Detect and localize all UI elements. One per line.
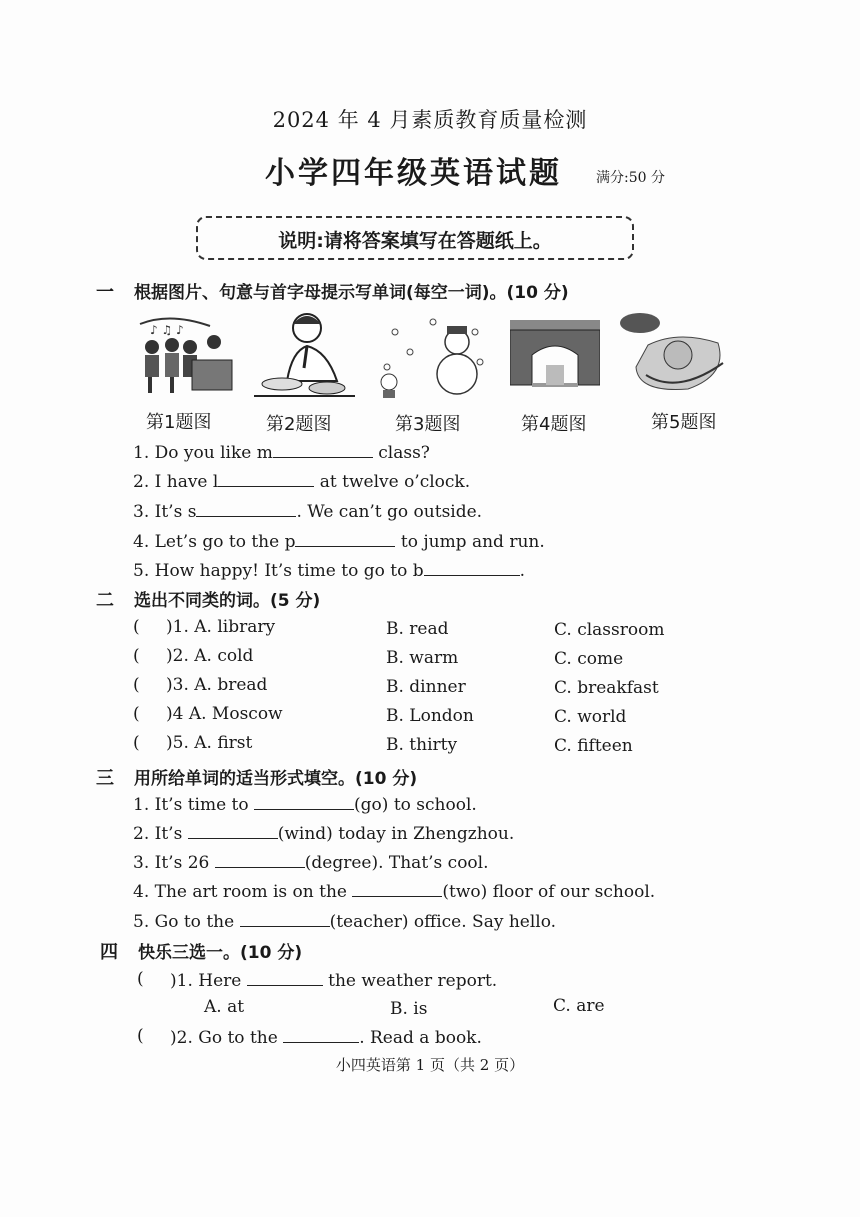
option-a: A. at xyxy=(204,997,245,1017)
option-c: C. are xyxy=(553,996,605,1016)
answer-paren[interactable]: ( xyxy=(133,617,140,637)
option-c: C. fifteen xyxy=(554,736,633,756)
section-1-title: 根据图片、句意与首字母提示写单词(每空一词)。(10 分) xyxy=(134,283,569,303)
part3-q3 xyxy=(133,851,489,873)
q-text: the weather report. xyxy=(328,971,498,991)
answer-paren[interactable]: ( xyxy=(133,704,140,724)
part1-q4 xyxy=(133,530,545,552)
part1-q5 xyxy=(133,559,525,581)
answer-paren[interactable]: ( xyxy=(133,733,140,753)
q-text: 5. How happy! It’s time to go to b xyxy=(133,561,424,581)
option-a: )2. A. cold xyxy=(166,646,254,666)
answer-blank[interactable] xyxy=(254,793,354,810)
option-b: B. warm xyxy=(386,648,459,668)
section-1-number: 一 xyxy=(96,282,114,303)
answer-paren[interactable]: ( xyxy=(137,1026,144,1046)
answer-blank[interactable] xyxy=(196,500,296,517)
part1-q1 xyxy=(133,441,430,463)
q-text: . Read a book. xyxy=(359,1028,482,1048)
part1-q3 xyxy=(133,500,482,522)
q-text: 3. It’s s xyxy=(133,502,197,522)
caption-1: 第1题图 xyxy=(146,412,212,433)
section-4-title: 快乐三选一。(10 分) xyxy=(138,943,303,963)
q-text: 5. Go to the xyxy=(133,912,235,932)
answer-blank[interactable] xyxy=(273,441,373,458)
answer-blank[interactable] xyxy=(424,559,520,576)
total-score: 满分:50 分 xyxy=(596,170,665,186)
q-text: (two) floor of our school. xyxy=(442,882,656,902)
q-text: 4. Let’s go to the p xyxy=(133,532,296,552)
q-text: (wind) today in Zhengzhou. xyxy=(277,824,515,844)
option-b: B. dinner xyxy=(386,677,466,697)
park-picture xyxy=(510,315,600,397)
q-text: to jump and run. xyxy=(400,532,545,552)
section-2-number: 二 xyxy=(96,590,114,611)
option-a: )4 A. Moscow xyxy=(166,704,283,724)
q-text: (degree). That’s cool. xyxy=(304,853,489,873)
q-text: (teacher) office. Say hello. xyxy=(329,912,557,932)
answer-paren[interactable]: ( xyxy=(133,675,140,695)
answer-paren[interactable]: ( xyxy=(133,646,140,666)
q-text: . We can’t go outside. xyxy=(296,502,483,522)
answer-blank[interactable] xyxy=(188,822,278,839)
section-3-title: 用所给单词的适当形式填空。(10 分) xyxy=(134,769,418,789)
option-b: B. thirty xyxy=(386,735,458,755)
svg-text:♪ ♫ ♪: ♪ ♫ ♪ xyxy=(150,323,184,337)
q-text: )1. Here xyxy=(170,971,242,991)
caption-3: 第3题图 xyxy=(395,414,461,435)
q-text: class? xyxy=(378,443,430,463)
option-b: B. read xyxy=(386,619,449,639)
lunch-picture xyxy=(252,306,357,400)
part3-q5 xyxy=(133,910,556,932)
option-a: )3. A. bread xyxy=(166,675,268,695)
part3-q2 xyxy=(133,822,514,844)
section-2-title: 选出不同类的词。(5 分) xyxy=(134,591,321,611)
q-text: at twelve o’clock. xyxy=(319,472,471,492)
option-c: C. come xyxy=(554,649,624,669)
music-class-picture xyxy=(130,312,240,402)
q-text: . xyxy=(519,561,526,581)
option-a: )5. A. first xyxy=(166,733,253,753)
answer-blank[interactable] xyxy=(215,851,305,868)
part1-q2 xyxy=(133,470,470,492)
q-text: 2. I have l xyxy=(133,472,219,492)
q-text: 4. The art room is on the xyxy=(133,882,347,902)
section-3-number: 三 xyxy=(96,768,114,789)
q-text: 1. Do you like m xyxy=(133,443,273,463)
part3-q1 xyxy=(133,793,477,815)
exam-header: 2024 年 4 月素质教育质量检测 xyxy=(272,108,588,132)
bed-sleep-picture xyxy=(618,305,730,395)
snowman-picture xyxy=(375,312,490,398)
section-4-number: 四 xyxy=(100,942,118,963)
q-text: (go) to school. xyxy=(354,795,477,815)
q-text: 2. It’s xyxy=(133,824,183,844)
answer-blank[interactable] xyxy=(352,880,442,897)
option-b: B. is xyxy=(390,999,428,1019)
answer-blank[interactable] xyxy=(218,470,314,487)
q-text: )2. Go to the xyxy=(170,1028,278,1048)
part4-q1 xyxy=(170,969,497,991)
page-footer: 小四英语第 1 页（共 2 页） xyxy=(335,1056,525,1074)
q-text: 1. It’s time to xyxy=(133,795,249,815)
caption-2: 第2题图 xyxy=(266,414,332,435)
option-c: C. classroom xyxy=(554,620,665,640)
answer-blank[interactable] xyxy=(295,530,395,547)
option-c: C. world xyxy=(554,707,627,727)
option-b: B. London xyxy=(386,706,474,726)
caption-4: 第4题图 xyxy=(521,414,587,435)
option-c: C. breakfast xyxy=(554,678,659,698)
exam-title: 小学四年级英语试题 xyxy=(265,156,562,191)
answer-blank[interactable] xyxy=(247,969,323,986)
part3-q4 xyxy=(133,880,655,902)
part4-q2 xyxy=(170,1026,482,1048)
answer-paren[interactable]: ( xyxy=(137,969,144,989)
caption-5: 第5题图 xyxy=(651,412,717,433)
answer-blank[interactable] xyxy=(283,1026,359,1043)
notice-text: 说明:请将答案填写在答题纸上。 xyxy=(278,230,552,252)
answer-blank[interactable] xyxy=(240,910,330,927)
option-a: )1. A. library xyxy=(166,617,276,637)
q-text: 3. It’s 26 xyxy=(133,853,210,873)
